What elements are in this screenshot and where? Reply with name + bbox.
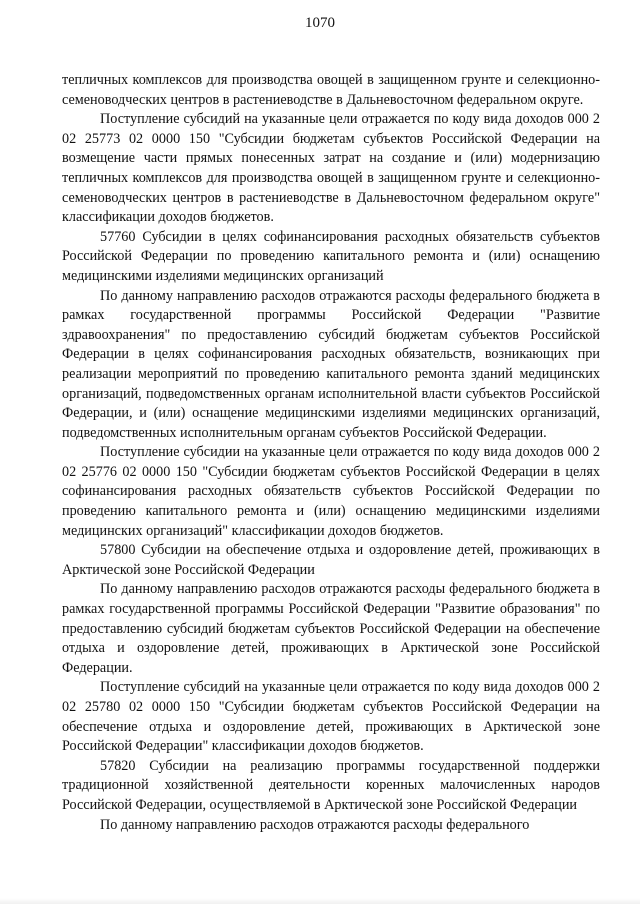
heading-57800: 57800 Субсидии на обеспечение отдыха и оздоровление детей, проживающих в Арктической зоне Российской Федерации (62, 542, 600, 578)
paragraph-57800-description: По данному направлению расходов отражаются расходы федерального бюджета в рамках государственной программы Российской Федерации "Развитие образования" по предоставлению субсидий бюджетам субъектов Российской Федерации на обеспечение отдыха и оздоровление детей, проживающих в Арктической зоне Российской Федерации. (62, 581, 600, 676)
paragraph-57760-description: По данному направлению расходов отражаются расходы федерального бюджета в рамках государственной программы Российской Федерации "Развитие здравоохранения" по предоставлению субсидий бюджетам субъектов Российской Федерации в целях софинансирования расходных обязательств, возникающих при реализации мероприятий по проведению капитального ремонта зданий медицинских организаций, подведомственных органам исполнительной власти субъектов Российской Федерации, и (или) оснащение медицинскими изделиями медицинских организаций, подведомственных исполнительным органам субъектов Российской Федерации. (62, 287, 600, 441)
paragraph-revenue-code-25776: Поступление субсидии на указанные цели отражается по коду вида доходов 000 2 02 25776 02 0000 150 "Субсидии бюджетам субъектов Российской Федерации в целях софинансирования расходных обязательств субъектов Российской Федерации по проведению капитального ремонта и (или) оснащению медицинскими изделиями медицинских организаций" классификации доходов бюджетов. (62, 444, 600, 539)
page-bottom-edge (0, 898, 640, 904)
heading-57760: 57760 Субсидии в целях софинансирования расходных обязательств субъектов Российской Федерации по проведению капитального ремонта и (или) оснащению медицинскими изделиями медицинских организаций (62, 228, 600, 284)
paragraph-revenue-code-25773: Поступление субсидий на указанные цели отражается по коду вида доходов 000 2 02 25773 02 0000 150 "Субсидии бюджетам субъектов Российской Федерации на возмещение части прямых понесенных затрат на создание и (или) модернизацию тепличных комплексов для производства овощей в защищенном грунте и селекционно-семеноводческих центров в растениеводстве в Дальневосточном федеральном округе" классификации доходов бюджетов. (62, 111, 600, 226)
paragraph-57820-description: По данному направлению расходов отражаются расходы федерального (100, 816, 530, 833)
paragraph-continuation: тепличных комплексов для производства овощей в защищенном грунте и селекционно-семеноводческих центров в растениеводстве в Дальневосточном федеральном округе. (62, 72, 600, 108)
paragraph-revenue-code-25780: Поступление субсидий на указанные цели отражается по коду вида доходов 000 2 02 25780 02 0000 150 "Субсидии бюджетам субъектов Российской Федерации на обеспечение отдыха и оздоровление детей, проживающих в Арктической зоне Российской Федерации" классификации доходов бюджетов. (62, 679, 600, 755)
heading-57820: 57820 Субсидии на реализацию программы государственной поддержки традиционной хозяйственной деятельности коренных малочисленных народов Российской Федерации, осуществляемой в Арктической зоне Российской Федерации (62, 757, 600, 813)
page-number: 1070 (305, 15, 335, 31)
document-body (62, 71, 600, 835)
